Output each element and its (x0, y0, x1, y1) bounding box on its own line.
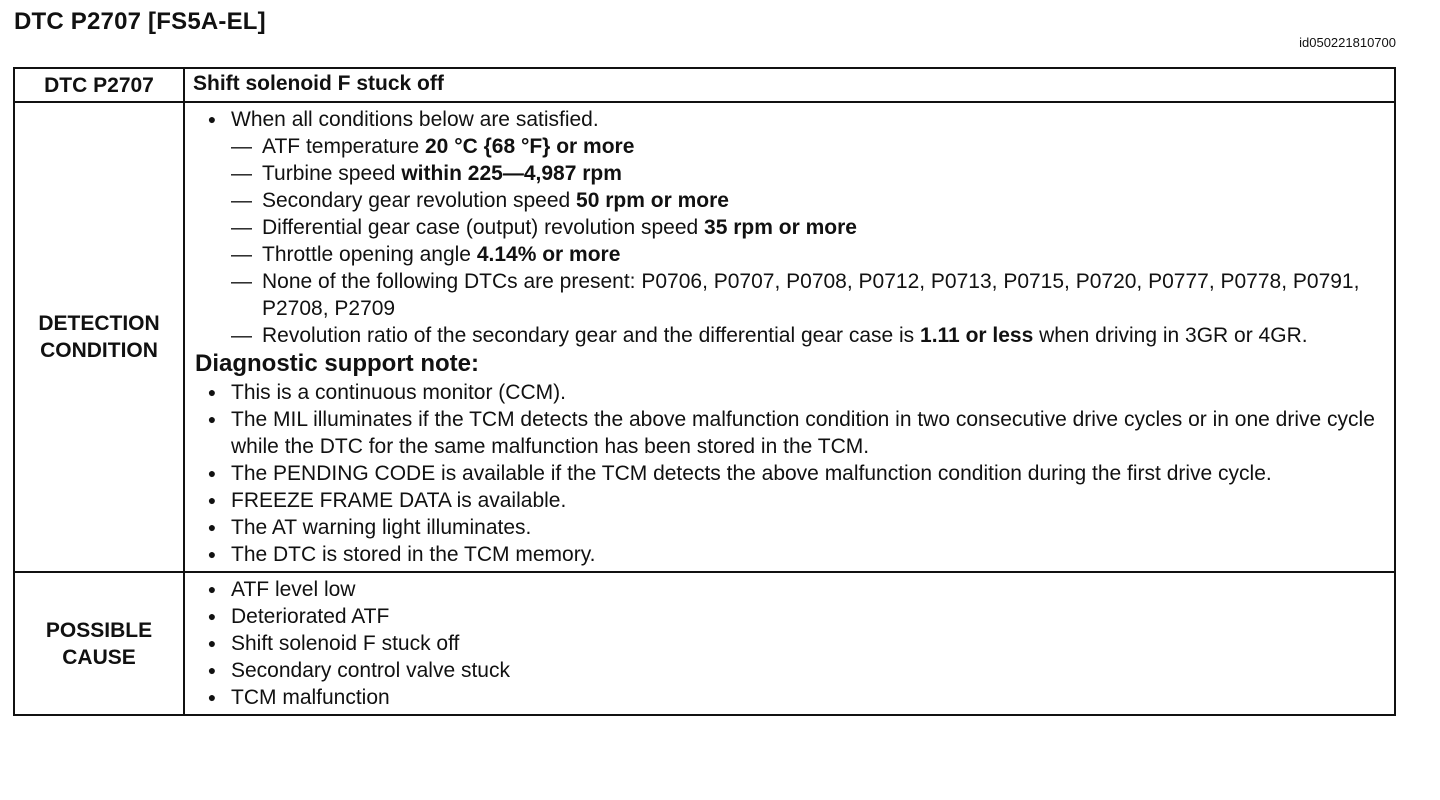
dash-icon: — (231, 135, 252, 158)
condition-label: ATF temperature (262, 135, 425, 158)
condition-text (262, 322, 1384, 349)
possible-content-cell (184, 572, 1395, 715)
cause-text: TCM malfunction (231, 686, 390, 709)
bullet-icon: ● (207, 635, 217, 651)
dash-icon: — (231, 270, 252, 293)
bullet-icon: ● (207, 384, 217, 400)
bullet-icon: ● (207, 111, 217, 127)
notes-list (193, 379, 1384, 568)
note-item (193, 541, 1384, 568)
condition-item (193, 214, 1384, 241)
conditions-list (193, 133, 1384, 349)
detection-intro-item (193, 106, 1384, 133)
bullet-icon: ● (207, 546, 217, 562)
cause-text: Secondary control valve stuck (231, 659, 510, 682)
note-item (193, 487, 1384, 514)
cause-item (193, 684, 1384, 711)
possible-label-line1: POSSIBLE (45, 618, 153, 642)
condition-tail: when driving in 3GR or 4GR. (1033, 324, 1308, 347)
bullet-icon: ● (207, 581, 217, 597)
page-title: DTC P2707 [FS5A-EL] (14, 8, 266, 35)
note-text: The AT warning light illuminates. (231, 516, 532, 539)
dtc-description-cell: Shift solenoid F stuck off (184, 68, 1395, 102)
bullet-icon: ● (207, 608, 217, 624)
detection-label-line2: CONDITION (40, 339, 158, 362)
cause-text: Shift solenoid F stuck off (231, 632, 460, 655)
cause-item (193, 657, 1384, 684)
condition-value: 1.11 or less (920, 324, 1034, 347)
condition-text (262, 160, 1384, 187)
detection-row (14, 102, 1395, 572)
detection-intro-text: When all conditions below are satisfied. (231, 108, 599, 131)
detection-content-cell (184, 102, 1395, 572)
note-item (193, 406, 1384, 460)
condition-value: within 225—4,987 rpm (401, 162, 622, 185)
condition-text (262, 133, 1384, 160)
condition-value: 35 rpm or more (704, 216, 857, 239)
causes-list (185, 573, 1394, 714)
cause-text: ATF level low (231, 578, 356, 601)
diagnostic-note-heading: Diagnostic support note: (195, 350, 479, 377)
condition-item (193, 322, 1384, 349)
note-text: The PENDING CODE is available if the TCM detects the above malfunction condition during the first drive cycle. (231, 462, 1272, 485)
bullet-icon: ● (207, 465, 217, 481)
condition-item (193, 241, 1384, 268)
dash-icon: — (231, 243, 252, 266)
possible-label-line2: CAUSE (62, 645, 136, 669)
bullet-icon: ● (207, 519, 217, 535)
condition-label: Revolution ratio of the secondary gear and the differential gear case is (262, 324, 921, 347)
bullet-icon: ● (207, 411, 217, 427)
dash-icon: — (231, 162, 252, 185)
condition-label: Secondary gear revolution speed (262, 189, 577, 212)
cause-item (193, 603, 1384, 630)
note-text: This is a continuous monitor (CCM). (231, 381, 566, 404)
condition-label: Differential gear case (output) revolution speed (262, 216, 705, 239)
note-item (193, 460, 1384, 487)
note-text: FREEZE FRAME DATA is available. (231, 489, 567, 512)
condition-value: 50 rpm or more (576, 189, 729, 212)
condition-item (193, 268, 1384, 322)
condition-value: 4.14% or more (476, 243, 621, 266)
condition-text (262, 187, 1384, 214)
condition-text (262, 214, 1384, 241)
cause-item (193, 576, 1384, 603)
detection-label-line1: DETECTION (38, 312, 160, 335)
note-text: The MIL illuminates if the TCM detects the above malfunction condition in two consecutive drive cycles or in one drive cycle while the DTC for the same malfunction has been stored in the TCM. (231, 408, 1375, 458)
bullet-icon: ● (207, 492, 217, 508)
possible-cause-row (14, 572, 1395, 715)
note-item (193, 379, 1384, 406)
condition-item (193, 187, 1384, 214)
bullet-icon: ● (207, 689, 217, 705)
dash-icon: — (231, 324, 252, 347)
condition-text (262, 268, 1384, 322)
header-row (14, 68, 1395, 102)
dash-icon: — (231, 216, 252, 239)
condition-value: 20 °C {68 °F} or more (425, 135, 635, 158)
note-text: The DTC is stored in the TCM memory. (231, 543, 596, 566)
dtc-code-cell: DTC P2707 (14, 68, 184, 102)
cause-item (193, 630, 1384, 657)
detection-label-cell (14, 102, 184, 572)
condition-item (193, 133, 1384, 160)
condition-label: None of the following DTCs are present: P0706, P0707, P0708, P0712, P0713, P0715, P0720, P0777, P0778, P0791, P2708, P2709 (262, 270, 1360, 320)
note-item (193, 514, 1384, 541)
condition-label: Turbine speed (262, 162, 402, 185)
condition-text (262, 241, 1384, 268)
dash-icon: — (231, 189, 252, 212)
dtc-table (13, 67, 1396, 716)
bullet-icon: ● (207, 662, 217, 678)
condition-label: Throttle opening angle (262, 243, 477, 266)
condition-item (193, 160, 1384, 187)
document-id: id050221810700 (1299, 35, 1396, 50)
possible-label-cell (14, 572, 184, 715)
cause-text: Deteriorated ATF (231, 605, 390, 628)
